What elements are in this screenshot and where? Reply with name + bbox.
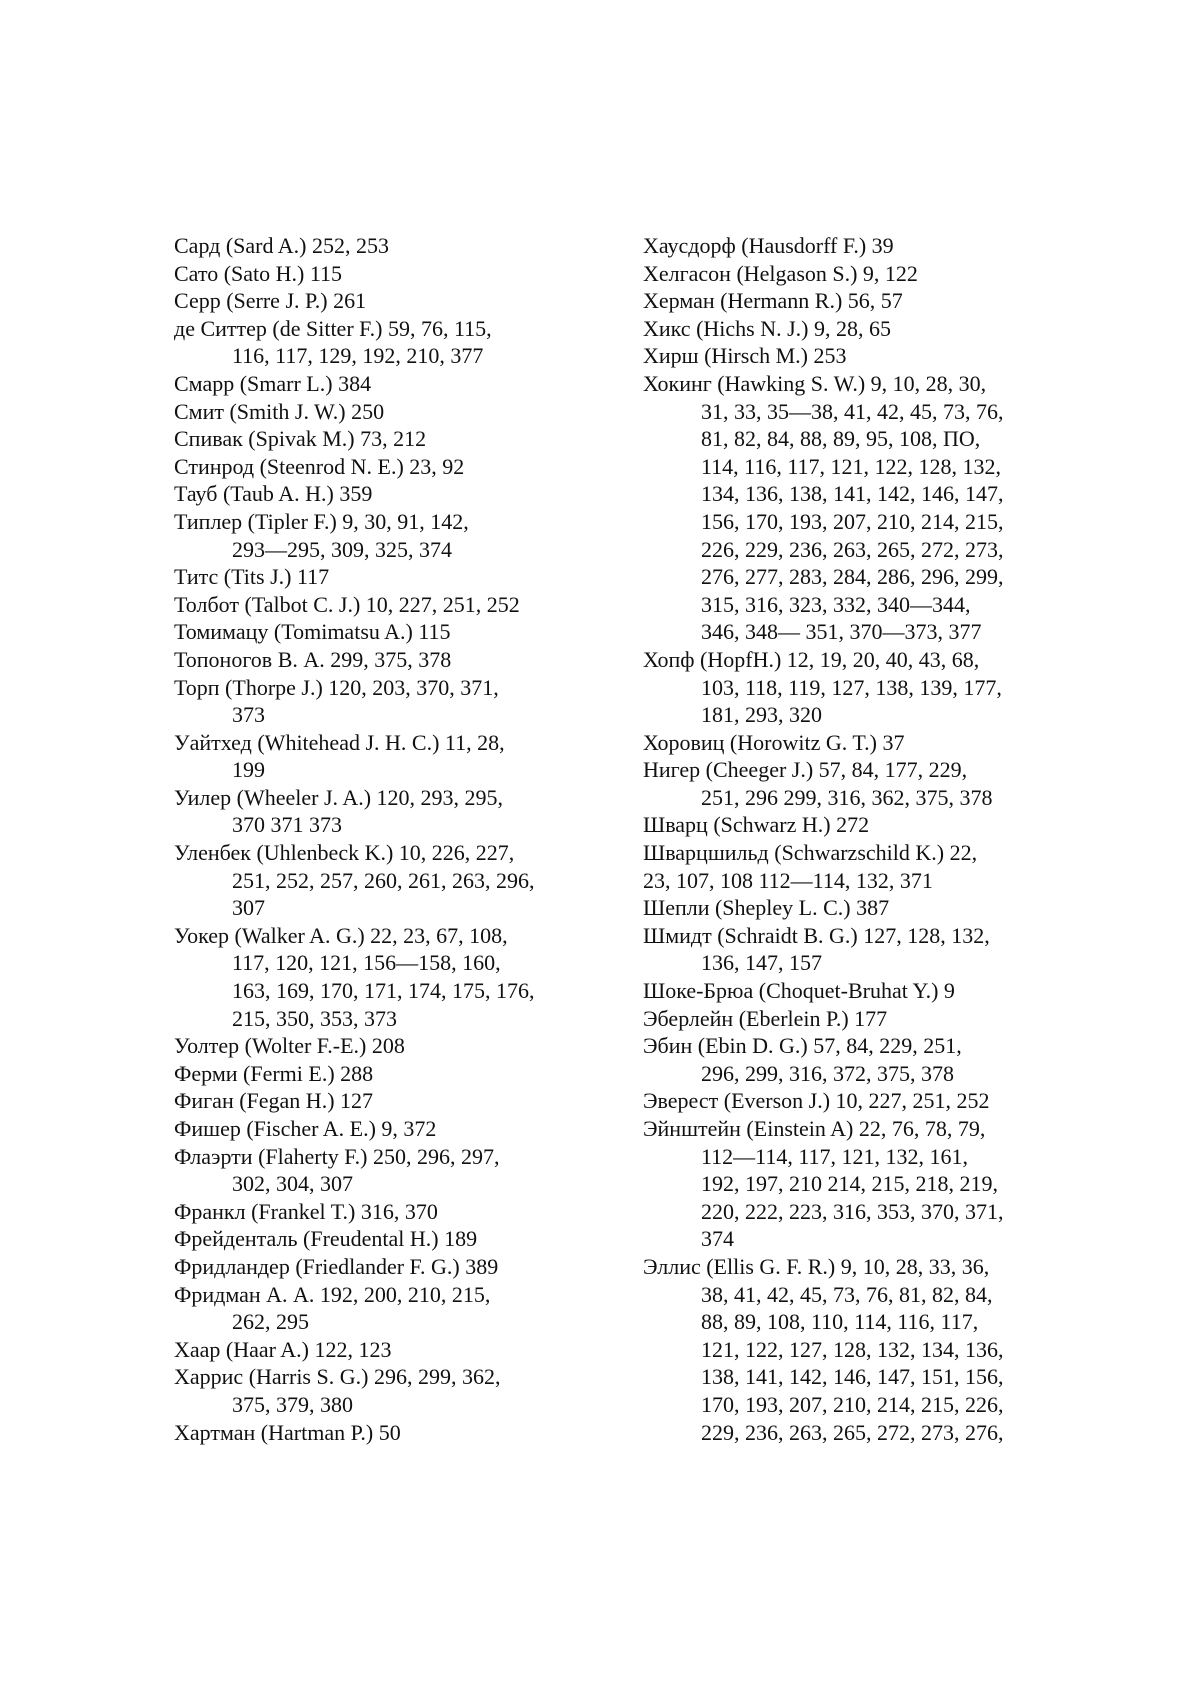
index-entry: Флаэрти (Flaherty F.) 250, 296, 297, (174, 1143, 500, 1169)
index-entry: Уайтхед (Whitehead J. H. C.) 11, 28, (174, 729, 505, 755)
index-entry: Шепли (Shepley L. C.) 387 (643, 895, 890, 921)
index-entry-continuation: 114, 116, 117, 121, 122, 128, 132, (701, 453, 1002, 479)
index-entry: Эйнштейн (Einstein A) 22, 76, 78, 79, (643, 1116, 986, 1141)
index-entry: Эберлейн (Eberlein P.) 177 (643, 1005, 888, 1031)
index-entry: Херман (Hermann R.) 56, 57 (643, 288, 903, 314)
index-entry-continuation: 215, 350, 353, 373 (232, 1005, 397, 1031)
index-entry: Стинрод (Steenrod N. E.) 23, 92 (174, 453, 465, 479)
index-entry-continuation: 315, 316, 323, 332, 340—344, (701, 591, 971, 617)
index-entry: Фридландер (Friedlander F. G.) 389 (174, 1253, 499, 1279)
index-entry-continuation: 370 371 373 (232, 812, 342, 838)
index-entry: Шварцшильд (Schwarzschild K.) 22, (643, 840, 978, 866)
index-entry: Серр (Serre J. P.) 261 (174, 288, 367, 314)
index-entry-continuation: 81, 82, 84, 88, 89, 95, 108, ПО, (701, 426, 981, 452)
index-entry: Типлер (Tipler F.) 9, 30, 91, 142, (174, 508, 469, 534)
index-entry: Эверест (Everson J.) 10, 227, 251, 252 (643, 1088, 990, 1114)
index-entry: Эбин (Ebin D. G.) 57, 84, 229, 251, (643, 1033, 962, 1059)
index-entry-continuation: 136, 147, 157 (701, 950, 822, 976)
index-entry-continuation: 134, 136, 138, 141, 142, 146, 147, (701, 481, 1004, 507)
index-entry: Хартман (Hartman P.) 50 (174, 1419, 401, 1445)
index-entry: Фиган (Fegan H.) 127 (174, 1088, 374, 1114)
index-entry-continuation: 156, 170, 193, 207, 210, 214, 215, (701, 508, 1004, 534)
index-entry: Хелгасон (Helgason S.) 9, 122 (643, 260, 918, 286)
index-column-left (174, 232, 584, 1446)
index-entry: Уилер (Wheeler J. A.) 120, 293, 295, (174, 784, 504, 810)
index-entry-continuation: 38, 41, 42, 45, 73, 76, 81, 82, 84, (701, 1281, 993, 1307)
index-entry-continuation: 373 (232, 702, 265, 728)
index-entry: де Ситтер (de Sitter F.) 59, 76, 115, (174, 315, 492, 341)
index-entry: Хопф (HopfH.) 12, 19, 20, 40, 43, 68, (643, 646, 980, 672)
index-entry: Томимацу (Tomimatsu A.) 115 (174, 619, 451, 645)
index-entry: Уленбек (Uhlenbeck K.) 10, 226, 227, (174, 840, 515, 866)
index-entry-continuation: 302, 304, 307 (232, 1171, 353, 1197)
index-entry-continuation: 112—114, 117, 121, 132, 161, (701, 1143, 969, 1169)
index-entry: Шварц (Schwarz H.) 272 (643, 812, 870, 838)
index-entry: Сато (Sato H.) 115 (174, 260, 343, 286)
index-entry-continuation: 375, 379, 380 (232, 1391, 353, 1417)
index-entry: Фишер (Fischer A. E.) 9, 372 (174, 1116, 437, 1141)
index-entry: Смарр (Smarr L.) 384 (174, 370, 372, 396)
index-entry-continuation: 220, 222, 223, 316, 353, 370, 371, (701, 1198, 1004, 1224)
index-entry-continuation: 192, 197, 210 214, 215, 218, 219, (701, 1171, 998, 1197)
index-entry: Хикс (Hichs N. J.) 9, 28, 65 (643, 315, 891, 341)
index-entry-continuation: 276, 277, 283, 284, 286, 296, 299, (701, 564, 1004, 590)
index-entry-continuation: 121, 122, 127, 128, 132, 134, 136, (701, 1336, 1004, 1362)
index-entry: Сард (Sard A.) 252, 253 (174, 233, 389, 258)
index-entry: Хоровиц (Horowitz G. T.) 37 (643, 729, 905, 755)
index-entry-continuation: 163, 169, 170, 171, 174, 175, 176, (232, 978, 535, 1004)
index-entry-continuation: 226, 229, 236, 263, 265, 272, 273, (701, 536, 1004, 562)
index-entry: Торп (Thorpe J.) 120, 203, 370, 371, (174, 674, 499, 700)
index-entry: Эллис (Ellis G. F. R.) 9, 10, 28, 33, 36, (643, 1253, 990, 1279)
index-entry: Нигер (Cheeger J.) 57, 84, 177, 229, (643, 757, 968, 783)
index-entry-continuation: 293—295, 309, 325, 374 (232, 536, 452, 562)
index-entry: Хирш (Hirsch M.) 253 (643, 343, 847, 369)
index-entry: Шоке-Брюа (Choquet-Bruhat Y.) 9 (643, 978, 955, 1004)
index-entry-continuation: 199 (232, 757, 265, 783)
index-entry-continuation: 181, 293, 320 (701, 702, 822, 728)
index-entry-continuation: 374 (701, 1226, 734, 1252)
index-entry-continuation: 116, 117, 129, 192, 210, 377 (232, 343, 484, 369)
index-entry-continuation: 346, 348— 351, 370—373, 377 (701, 619, 982, 645)
index-entry: Толбот (Talbot C. J.) 10, 227, 251, 252 (174, 591, 520, 617)
index-entry: Шмидт (Schraidt B. G.) 127, 128, 132, (643, 922, 990, 948)
index-entry-continuation: 138, 141, 142, 146, 147, 151, 156, (701, 1364, 1004, 1390)
index-entry: Уолтер (Wolter F.-E.) 208 (174, 1033, 405, 1059)
index-entry: Фридман А. А. 192, 200, 210, 215, (174, 1281, 491, 1307)
index-entry: Франкл (Frankel T.) 316, 370 (174, 1198, 438, 1224)
index-entry-continuation: 251, 296 299, 316, 362, 375, 378 (701, 784, 993, 810)
index-entry-continuation: 88, 89, 108, 110, 114, 116, 117, (701, 1309, 979, 1335)
index-entry: Уокер (Walker A. G.) 22, 23, 67, 108, (174, 922, 508, 948)
index-entry-continuation: 31, 33, 35—38, 41, 42, 45, 73, 76, (701, 398, 1004, 424)
index-entry: Харрис (Harris S. G.) 296, 299, 362, (174, 1364, 501, 1390)
index-entry: Хокинг (Hawking S. W.) 9, 10, 28, 30, (643, 370, 987, 396)
index-entry-continuation: 117, 120, 121, 156—158, 160, (232, 950, 501, 976)
index-entry-continuation: 251, 252, 257, 260, 261, 263, 296, (232, 867, 535, 893)
index-entry: Смит (Smith J. W.) 250 (174, 398, 385, 424)
index-entry: Тауб (Taub A. H.) 359 (174, 481, 373, 507)
index-entry-continuation: 262, 295 (232, 1309, 309, 1335)
index-entry: Хаар (Haar A.) 122, 123 (174, 1336, 392, 1362)
index-entry-continuation: 103, 118, 119, 127, 138, 139, 177, (701, 674, 1002, 700)
index-entry-continuation: 229, 236, 263, 265, 272, 273, 276, (701, 1419, 1004, 1445)
index-entry-continuation: 307 (232, 895, 265, 921)
index-column-right (643, 232, 1063, 1446)
index-entry: Хаусдорф (Hausdorff F.) 39 (643, 233, 894, 258)
index-entry: Спивак (Spivak M.) 73, 212 (174, 426, 427, 452)
index-entry-continuation: 170, 193, 207, 210, 214, 215, 226, (701, 1391, 1004, 1417)
index-entry-continuation: 296, 299, 316, 372, 375, 378 (701, 1060, 954, 1086)
index-entry: 23, 107, 108 112—114, 132, 371 (643, 867, 933, 893)
index-entry: Титс (Tits J.) 117 (174, 564, 330, 590)
index-entry: Фрейденталь (Freudental H.) 189 (174, 1226, 478, 1252)
index-entry: Топоногов В. А. 299, 375, 378 (174, 646, 452, 672)
index-entry: Ферми (Fermi E.) 288 (174, 1060, 374, 1086)
